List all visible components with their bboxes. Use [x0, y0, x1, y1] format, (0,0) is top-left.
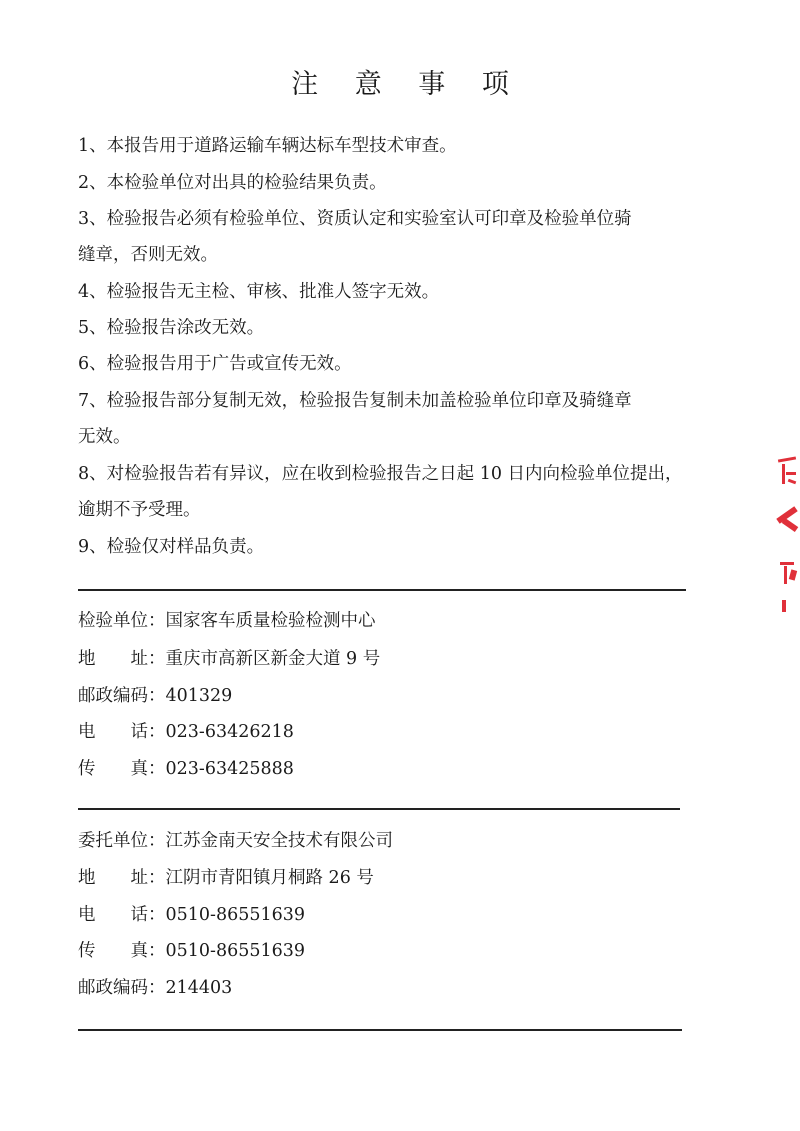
divider	[78, 1029, 682, 1031]
client-fax-label: 传 真：	[78, 941, 166, 961]
client-address-label: 地 址：	[78, 868, 166, 888]
note-line: 1、本报告用于道路运输车辆达标车型技术审查。	[78, 136, 457, 156]
inspector-address-value: 重庆市高新区新金大道 9 号	[165, 649, 381, 669]
inspector-fax-value: 023-63425888	[165, 759, 294, 779]
inspector-address-row	[78, 648, 380, 670]
client-unit-row	[78, 830, 393, 852]
note-line: 2、本检验单位对出具的检验结果负责。	[78, 173, 387, 193]
inspector-fax-row	[78, 758, 294, 780]
inspector-phone-label: 电 话：	[78, 722, 166, 742]
note-line: 7、检验报告部分复制无效，检验报告复制未加盖检验单位印章及骑缝章	[78, 391, 632, 411]
client-phone-value: 0510-86551639	[165, 905, 306, 925]
note-line: 3、检验报告必须有检验单位、资质认定和实验室认可印章及检验单位骑	[78, 209, 632, 229]
client-phone-row	[78, 904, 305, 926]
inspector-postcode-value: 401329	[165, 686, 233, 706]
note-line: 4、检验报告无主检、审核、批准人签字无效。	[78, 282, 440, 302]
note-line: 8、对检验报告若有异议，应在收到检验报告之日起 10 日内向检验单位提出，	[78, 464, 683, 484]
client-unit-label: 委托单位：	[78, 831, 166, 851]
inspector-address-label: 地 址：	[78, 649, 166, 669]
client-fax-value: 0510-86551639	[165, 941, 306, 961]
client-address-value: 江阴市青阳镇月桐路 26 号	[165, 868, 374, 888]
inspector-unit-value: 国家客车质量检验检测中心	[165, 611, 376, 631]
inspector-unit-label: 检验单位：	[78, 611, 166, 631]
divider	[78, 808, 680, 810]
note-line: 缝章，否则无效。	[78, 245, 218, 265]
client-phone-label: 电 话：	[78, 905, 166, 925]
inspector-postcode-label: 邮政编码：	[78, 686, 166, 706]
client-address-row	[78, 867, 374, 889]
divider	[78, 589, 686, 591]
note-line: 9、检验仅对样品负责。	[78, 537, 265, 557]
client-postcode-row	[78, 977, 232, 999]
note-line: 6、检验报告用于广告或宣传无效。	[78, 354, 352, 374]
inspector-postcode-row	[78, 685, 232, 707]
inspector-phone-row	[78, 721, 294, 743]
client-postcode-label: 邮政编码：	[78, 978, 166, 998]
client-unit-value: 江苏金南天安全技术有限公司	[165, 831, 393, 851]
client-fax-row	[78, 940, 305, 962]
client-postcode-value: 214403	[165, 978, 233, 998]
page-title: 注 意 事 项	[291, 69, 523, 100]
inspector-phone-value: 023-63426218	[165, 722, 294, 742]
seal-stamp-fragment	[768, 450, 798, 620]
note-line: 逾期不予受理。	[78, 500, 201, 520]
note-line: 5、检验报告涂改无效。	[78, 318, 265, 338]
inspector-unit-row	[78, 610, 376, 632]
note-line: 无效。	[78, 427, 131, 447]
inspector-fax-label: 传 真：	[78, 759, 166, 779]
